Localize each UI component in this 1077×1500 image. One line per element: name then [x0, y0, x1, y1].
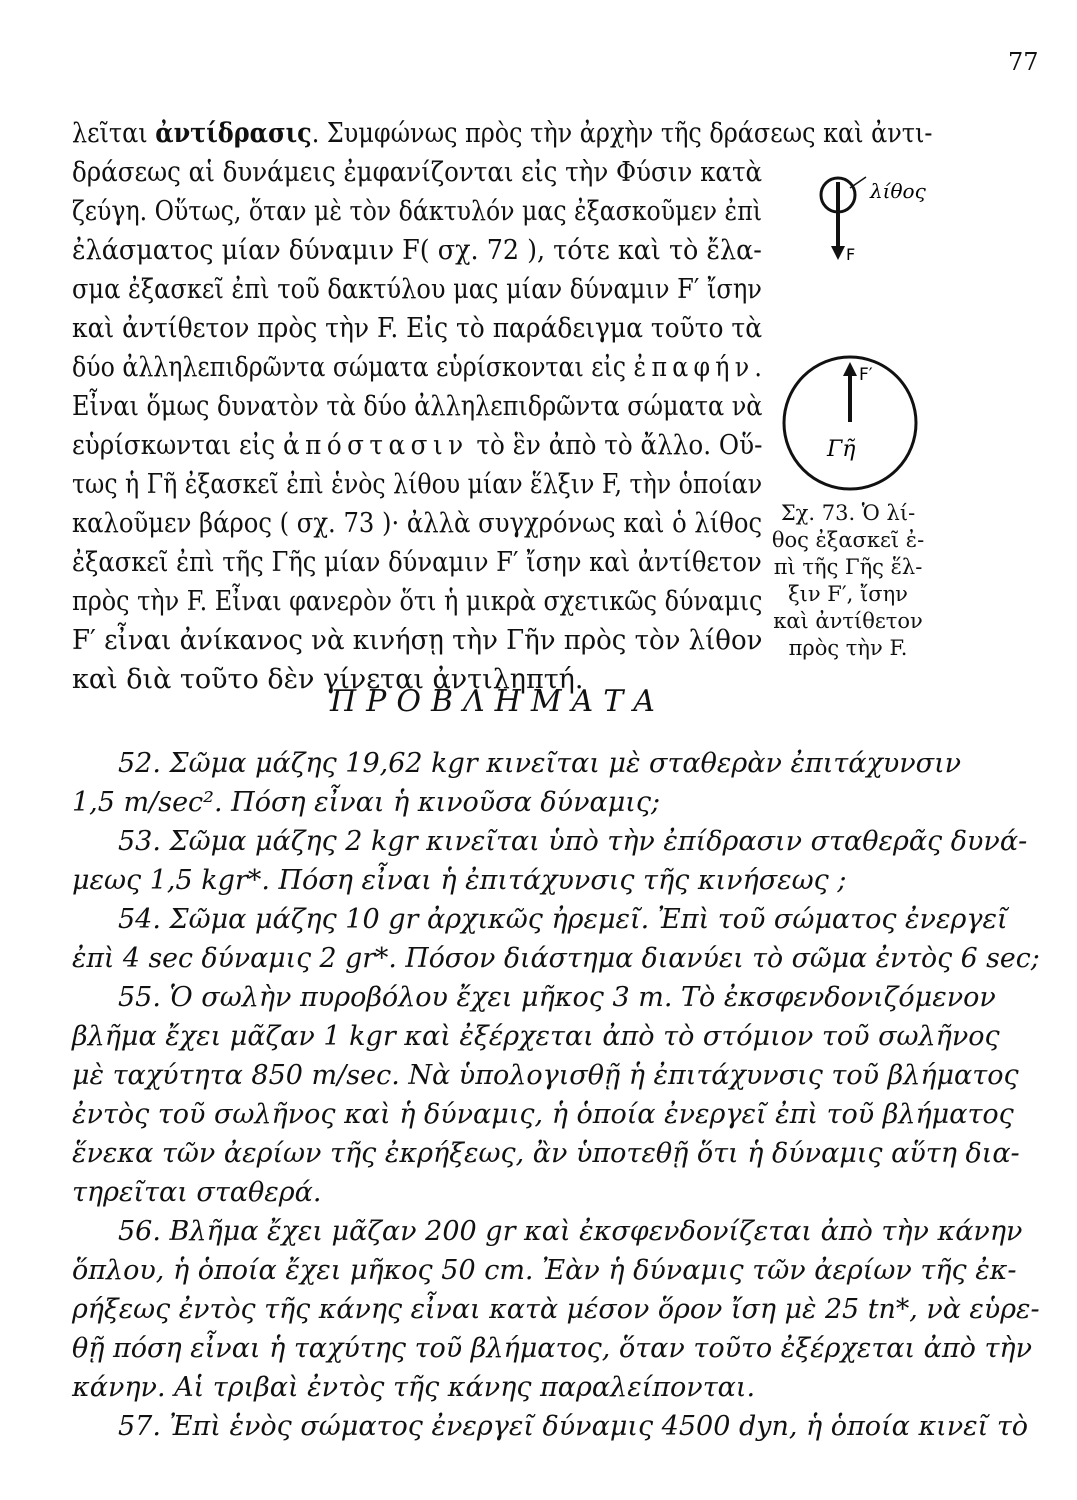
text-line-1 [72, 118, 932, 150]
problem-line: ἕνεκα τῶν ἀερίων τῆς ἐκρήξεως, ἂν ὑποτεθῇ ὅτι ἡ δύναμις αὕτη δια- [72, 1138, 1020, 1169]
problem-line: 55. Ὁ σωλὴν πυροβόλου ἔχει μῆκος 3 m. Τὸ ἐκσφενδονιζόμενον [118, 982, 996, 1013]
problem-line: ὅπλου, ἡ ὁποία ἔχει μῆκος 50 cm. Ἐὰν ἡ δύναμις τῶν ἀερίων τῆς ἐκ- [72, 1255, 1017, 1286]
text-line-2: δράσεως αἱ δυνάμεις ἐμφανίζονται εἰς τὴν Φύσιν κατὰ [72, 157, 763, 188]
section-heading: ΠΡΟΒΛΗΜΑΤΑ [330, 684, 665, 719]
caption-line: θος ἐξασκεῖ ἐ- [771, 528, 925, 552]
text-span: δύο ἀλληλεπιδρῶντα σώματα εὑρίσκονται εἰς [72, 352, 634, 383]
text-line-14: F′ εἶναι ἀνίκανος νὰ κινήσῃ τὴν Γῆν πρὸς τὸν λίθον [72, 625, 763, 656]
text-span: . Συμφώνως πρὸς τὴν ἀρχὴν τῆς δράσεως καὶ ἀντι- [311, 118, 933, 149]
figure-72 [780, 168, 930, 268]
bold-term: ἀντίδρασις [155, 118, 312, 149]
problem-line: τηρεῖται σταθερά. [72, 1177, 322, 1208]
problem-line: θῇ πόση εἶναι ἡ ταχύτης τοῦ βλήματος, ὅταν τοῦτο ἐξέρχεται ἀπὸ τὴν [72, 1333, 1033, 1364]
problem-line: 1,5 m/sec². Πόση εἶναι ἡ κινοῦσα δύναμις; [72, 787, 661, 818]
fig73-earth-label: Γῆ [827, 437, 856, 462]
text-line-7 [72, 352, 762, 384]
problem-line: ἐντὸς τοῦ σωλῆνος καὶ ἡ δύναμις, ἡ ὁποία ἐνεργεῖ ἐπὶ τοῦ βλήματος [72, 1099, 1014, 1130]
text-line-15: καὶ διὰ τοῦτο δὲν γίνεται ἀντιληπτή. [72, 664, 584, 695]
problem-line: 52. Σῶμα μάζης 19,62 kgr κινεῖται μὲ σταθερὰν ἐπιτάχυνσιν [118, 748, 962, 779]
caption-line: Σχ. 73. Ὁ λί- [780, 501, 916, 525]
text-span: εὑρίσκωνται εἰς [72, 430, 284, 461]
problem-line: 57. Ἐπὶ ἑνὸς σώματος ἐνεργεῖ δύναμις 4500 dyn, ἡ ὁποία κινεῖ τὸ [118, 1411, 1029, 1442]
text-line-6: καὶ ἀντίθετον πρὸς τὴν F. Εἰς τὸ παράδειγμα τοῦτο τὰ [72, 313, 763, 344]
caption-line: καὶ ἀντίθετον [773, 609, 923, 633]
fig72-force-label: F [846, 245, 856, 264]
caption-line: ξιν F′, ἴσην [788, 582, 908, 606]
text-line-3: ζεύγη. Οὕτως, ὅταν μὲ τὸν δάκτυλόν μας ἐξασκοῦμεν ἐπὶ [72, 196, 762, 227]
caption-line: πὶ τῆς Γῆς ἕλ- [773, 555, 923, 579]
problem-line: 54. Σῶμα μάζης 10 gr ἀρχικῶς ἠρεμεῖ. Ἐπὶ τοῦ σώματος ἐνεργεῖ [118, 904, 1008, 935]
fig73-caption [758, 500, 938, 662]
text-span: . [754, 352, 762, 383]
problem-line: 53. Σῶμα μάζης 2 kgr κινεῖται ὑπὸ τὴν ἐπίδρασιν σταθερᾶς δυνά- [118, 826, 1028, 857]
problem-line: 56. Βλῆμα ἔχει μᾶζαν 200 gr καὶ ἐκσφενδονίζεται ἀπὸ τὴν κάνην [118, 1216, 1023, 1247]
text-span: τὸ ἓν ἀπὸ τὸ ἄλλο. Οὕ- [468, 430, 763, 461]
problem-line: βλῆμα ἔχει μᾶζαν 1 kgr καὶ ἐξέρχεται ἀπὸ τὸ στόμιον τοῦ σωλῆνος [72, 1021, 1000, 1052]
spaced-word: ἐπαφήν [633, 352, 755, 383]
page-number: 77 [1008, 48, 1039, 76]
problem-line: ρήξεως ἐντὸς τῆς κάνης εἶναι κατὰ μέσον ὅρον ἴση μὲ 25 tn*, νὰ εὑρε- [72, 1294, 1040, 1325]
force-arrow-head [831, 246, 845, 260]
caption-line: πρὸς τὴν F. [788, 636, 908, 660]
text-line-11: καλοῦμεν βάρος ( σχ. 73 )· ἀλλὰ συγχρόνως καὶ ὁ λίθος [72, 508, 763, 539]
text-span: λεῖται [72, 118, 156, 149]
problem-line: μὲ ταχύτητα 850 m/sec. Νὰ ὑπολογισθῇ ἡ ἐπιτάχυνσις τοῦ βλήματος [72, 1060, 1019, 1091]
text-line-13: πρὸς τὴν F. Εἶναι φανερὸν ὅτι ἡ μικρὰ σχετικῶς δύναμις [72, 586, 763, 617]
figure-73 [780, 350, 930, 500]
fig73-force-label: F′ [859, 365, 873, 385]
text-line-10: τως ἡ Γῆ ἐξασκεῖ ἐπὶ ἑνὸς λίθου μίαν ἕλξιν F, τὴν ὁποίαν [72, 469, 763, 500]
text-line-8: Εἶναι ὅμως δυνατὸν τὰ δύο ἀλληλεπιδρῶντα σώματα νὰ [72, 391, 763, 422]
problem-line: μεως 1,5 kgr*. Πόση εἶναι ἡ ἐπιτάχυνσις τῆς κινήσεως ; [72, 865, 847, 896]
text-line-12: ἐξασκεῖ ἐπὶ τῆς Γῆς μίαν δύναμιν F′ ἴσην καὶ ἀντίθετον [72, 547, 762, 578]
text-line-4: ἐλάσματος μίαν δύναμιν F( σχ. 72 ), τότε καὶ τὸ ἔλα- [72, 235, 762, 266]
spaced-word: ἀπόστασιν [283, 430, 469, 461]
problem-line: ἐπὶ 4 sec δύναμις 2 gr*. Πόσον διάστημα διανύει τὸ σῶμα ἐντὸς 6 sec; [72, 943, 1040, 974]
text-line-9 [72, 430, 762, 462]
fig72-stone-label: λίθος [870, 179, 926, 203]
text-line-5: σμα ἐξασκεῖ ἐπὶ τοῦ δακτύλου μας μίαν δύναμιν F′ ἴσην [72, 274, 762, 305]
problem-line: κάνην. Αἱ τριβαὶ ἐντὸς τῆς κάνης παραλείπονται. [72, 1372, 756, 1403]
pointer-line [850, 177, 866, 188]
